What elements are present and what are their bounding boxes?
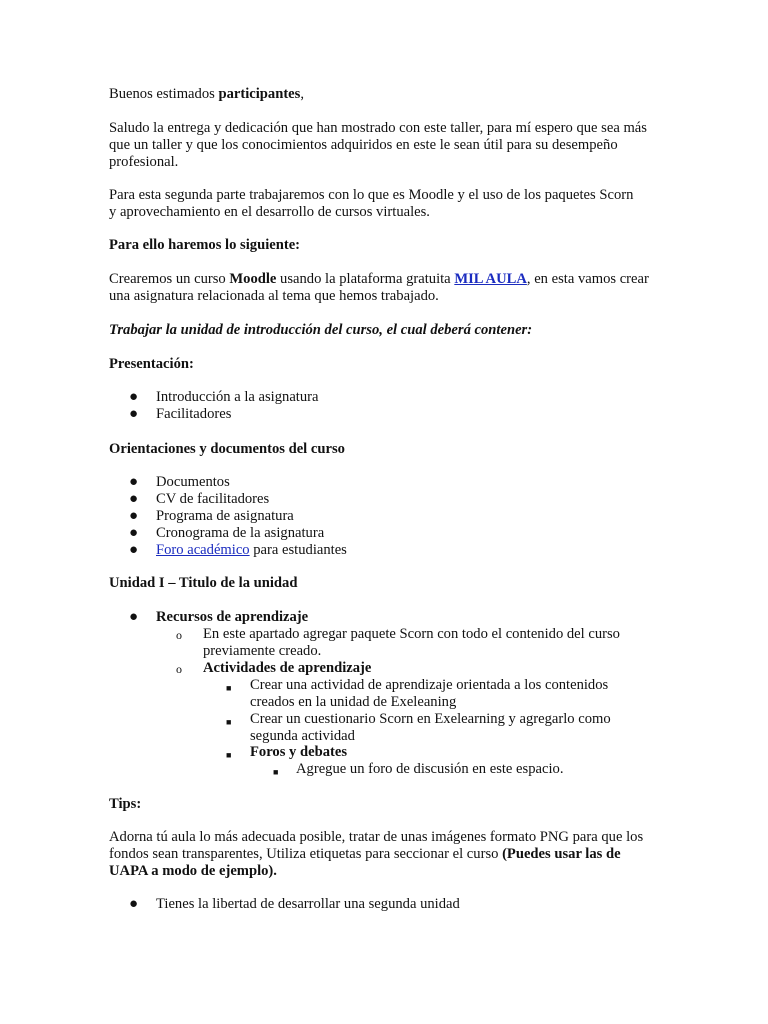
heading-para-ello: Para ello haremos lo siguiente: bbox=[109, 237, 301, 253]
list-item-recursos: Recursos de aprendizaje bbox=[156, 609, 309, 625]
bullet-marker: ● bbox=[129, 508, 139, 524]
greeting-bold: participantes bbox=[218, 86, 301, 102]
list-item-actividades: Actividades de aprendizaje bbox=[203, 660, 372, 676]
list-item-foro bbox=[156, 542, 347, 559]
para3-mid: usando la plataforma gratuita bbox=[276, 271, 455, 287]
bullet-marker: ● bbox=[129, 542, 139, 558]
heading-tips: Tips: bbox=[109, 796, 142, 812]
square-marker: ■ bbox=[226, 717, 232, 727]
square-marker: ■ bbox=[226, 683, 232, 693]
paragraph-saludo: Saludo la entrega y dedicación que han mostrado con este taller, para mí espero que sea más que un taller y que los conocimientos adquiridos en este le sean útil para su desempeño profesional. bbox=[109, 120, 647, 170]
greeting bbox=[109, 86, 669, 103]
square-marker: ■ bbox=[273, 767, 279, 777]
list-item-facilitadores: Facilitadores bbox=[156, 406, 232, 422]
greeting-post: , bbox=[300, 86, 304, 102]
circle-marker: o bbox=[176, 628, 182, 642]
tips-text: Adorna tú aula lo más adecuada posible, tratar de unas imágenes formato PNG para que los fondos sean transparentes, Utiliza etiquetas para seccionar el curso bbox=[109, 829, 644, 862]
moodle-bold: Moodle bbox=[229, 271, 277, 287]
list-item-actividad-1: Crear una actividad de aprendizaje orientada a los contenidos creados en la unidad de Exeleaning bbox=[250, 677, 609, 710]
square-marker: ■ bbox=[226, 750, 232, 760]
para3-post: , en esta vamos crear una asignatura relacionada al tema que hemos trabajado. bbox=[109, 271, 649, 304]
list-item-programa: Programa de asignatura bbox=[156, 508, 294, 524]
mil-aula-link[interactable]: MIL AULA bbox=[454, 271, 527, 287]
foro-academico-link[interactable]: Foro académico bbox=[156, 542, 250, 558]
heading-orientaciones: Orientaciones y documentos del curso bbox=[109, 441, 345, 457]
bullet-marker: ● bbox=[129, 389, 139, 405]
bullet-marker: ● bbox=[129, 896, 139, 912]
foro-post: para estudiantes bbox=[249, 542, 347, 558]
bullet-marker: ● bbox=[129, 474, 139, 490]
paragraph-tips bbox=[109, 829, 661, 880]
para3-pre: Crearemos un curso bbox=[109, 271, 230, 287]
bullet-marker: ● bbox=[129, 491, 139, 507]
list-item-foros-sub: Agregue un foro de discusión en este espacio. bbox=[296, 761, 564, 777]
list-item-foros: Foros y debates bbox=[250, 744, 348, 760]
heading-unidad: Unidad I – Titulo de la unidad bbox=[109, 575, 298, 591]
bullet-marker: ● bbox=[129, 406, 139, 422]
tips-bold: (Puedes usar las de UAPA a modo de ejemplo). bbox=[109, 846, 621, 879]
circle-marker: o bbox=[176, 662, 182, 676]
list-item-recursos-sub: En este apartado agregar paquete Scorn con todo el contenido del curso previamente creado. bbox=[203, 626, 620, 659]
paragraph-segunda-parte: Para esta segunda parte trabajaremos con lo que es Moodle y el uso de los paquetes Scorn y aprovechamiento en el desarrollo de cursos virtuales. bbox=[109, 187, 634, 220]
list-item-actividad-2: Crear un cuestionario Scorn en Exelearning y agregarlo como segunda actividad bbox=[250, 711, 611, 744]
list-item-cronograma: Cronograma de la asignatura bbox=[156, 525, 325, 541]
list-item-cv: CV de facilitadores bbox=[156, 491, 270, 507]
italic-heading: Trabajar la unidad de introducción del curso, el cual deberá contener: bbox=[109, 322, 533, 338]
paragraph-moodle bbox=[109, 271, 649, 305]
bullet-marker: ● bbox=[129, 525, 139, 541]
list-item-documentos: Documentos bbox=[156, 474, 230, 490]
list-item-introduccion: Introducción a la asignatura bbox=[156, 389, 319, 405]
heading-presentacion: Presentación: bbox=[109, 356, 194, 372]
bullet-marker: ● bbox=[129, 609, 139, 625]
greeting-pre: Buenos estimados bbox=[109, 86, 219, 102]
list-item-segunda-unidad: Tienes la libertad de desarrollar una segunda unidad bbox=[156, 896, 460, 912]
